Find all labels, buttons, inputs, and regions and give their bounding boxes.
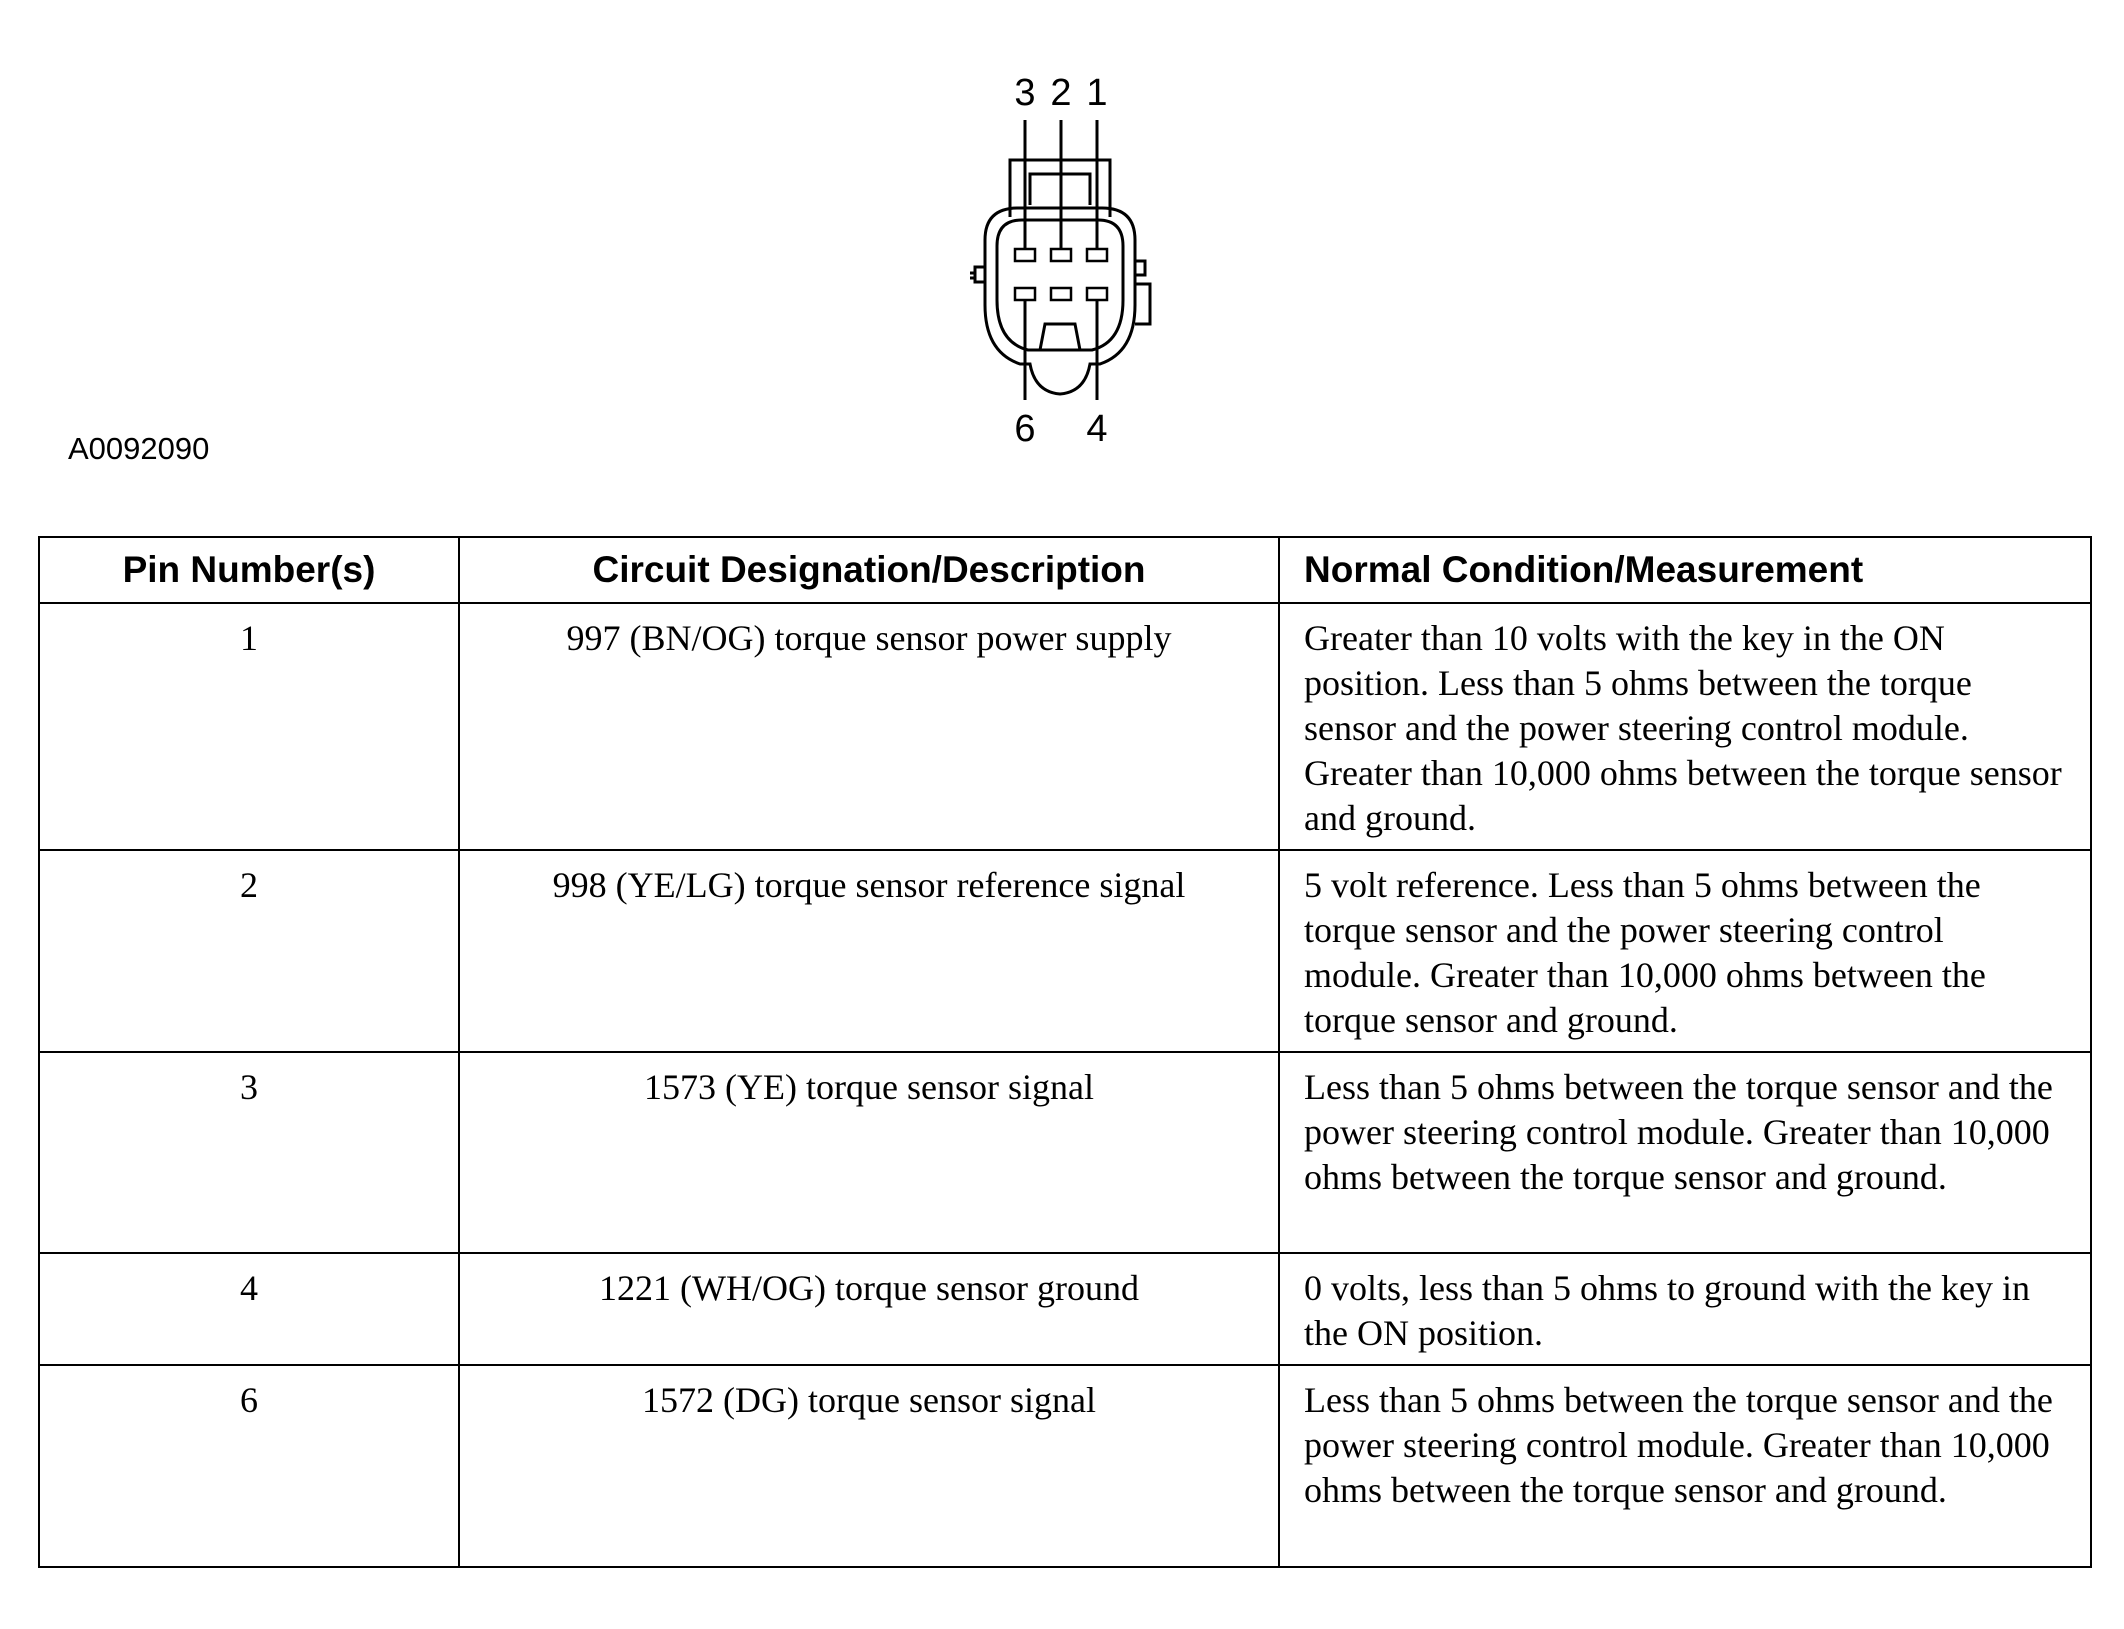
cell-measurement: Less than 5 ohms between the torque sensor and the power steering control module. Greater than 10,000 ohms between the torque sensor and ground.	[1279, 1365, 2091, 1567]
pin-socket-3	[1015, 249, 1035, 261]
cell-pin: 1	[39, 603, 459, 850]
cell-pin: 3	[39, 1052, 459, 1253]
table-row	[39, 1365, 2091, 1567]
cell-measurement: Less than 5 ohms between the torque sensor and the power steering control module. Greater than 10,000 ohms between the torque sensor and ground.	[1279, 1052, 2091, 1253]
cell-measurement: 0 volts, less than 5 ohms to ground with the key in the ON position.	[1279, 1253, 2091, 1365]
table-row	[39, 603, 2091, 850]
pin-socket-1	[1087, 249, 1107, 261]
pin-label-3: 3	[1014, 72, 1036, 114]
pin-table	[38, 536, 2092, 1568]
cell-measurement: Greater than 10 volts with the key in the ON position. Less than 5 ohms between the torque sensor and the power steering control module. Greater than 10,000 ohms between the torque sensor and ground.	[1279, 603, 2091, 850]
cell-circuit: 997 (BN/OG) torque sensor power supply	[459, 603, 1279, 850]
pin-socket-2	[1051, 249, 1071, 261]
cell-pin: 6	[39, 1365, 459, 1567]
connector-diagram	[940, 60, 1180, 460]
cell-pin: 2	[39, 850, 459, 1052]
cell-circuit: 1573 (YE) torque sensor signal	[459, 1052, 1279, 1253]
table-row	[39, 850, 2091, 1052]
header-pin-numbers: Pin Number(s)	[39, 537, 459, 603]
header-normal-condition: Normal Condition/Measurement	[1279, 537, 2091, 603]
pin-socket-6	[1015, 288, 1035, 300]
header-circuit-designation: Circuit Designation/Description	[459, 537, 1279, 603]
cell-circuit: 998 (YE/LG) torque sensor reference signal	[459, 850, 1279, 1052]
cell-circuit: 1572 (DG) torque sensor signal	[459, 1365, 1279, 1567]
cell-measurement: 5 volt reference. Less than 5 ohms between the torque sensor and the power steering control module. Greater than 10,000 ohms between the torque sensor and ground.	[1279, 850, 2091, 1052]
figure-id: A0092090	[68, 431, 210, 466]
cell-circuit: 1221 (WH/OG) torque sensor ground	[459, 1253, 1279, 1365]
pin-socket-4	[1087, 288, 1107, 300]
connector-rib-right	[1135, 261, 1150, 324]
cell-pin: 4	[39, 1253, 459, 1365]
pin-label-4: 4	[1086, 408, 1108, 450]
pin-socket-5	[1051, 288, 1071, 300]
pin-label-1: 1	[1086, 72, 1108, 114]
connector-rib-left	[970, 267, 985, 282]
table-row	[39, 1253, 2091, 1365]
pin-label-6: 6	[1014, 408, 1036, 450]
pin-label-2: 2	[1050, 72, 1072, 114]
connector-key	[1040, 324, 1080, 350]
table-header-row	[39, 537, 2091, 603]
table-row	[39, 1052, 2091, 1253]
connector-svg	[940, 60, 1180, 460]
